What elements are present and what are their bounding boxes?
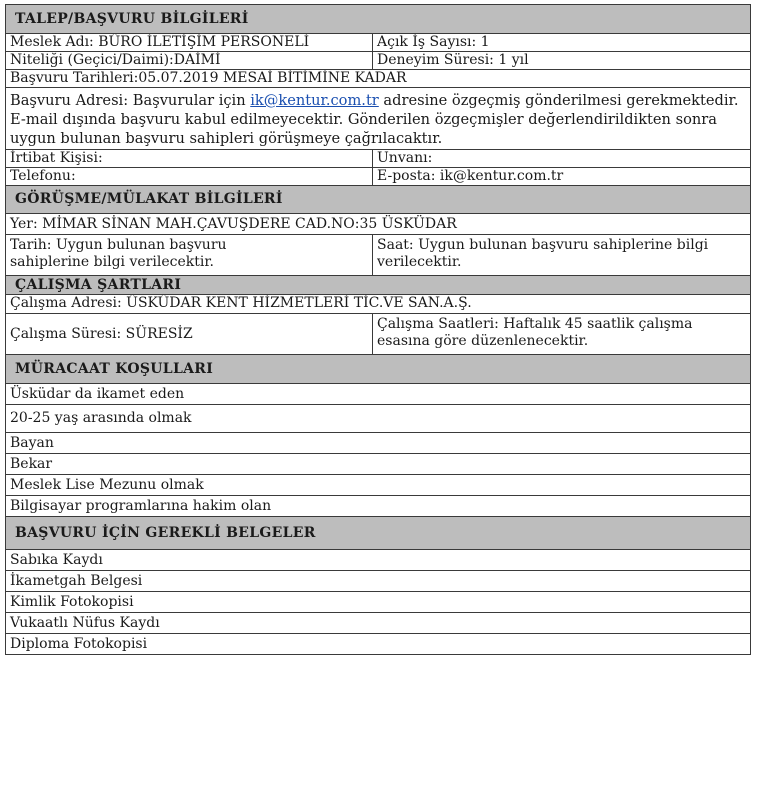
gorusme-saat: Saat: Uygun bulunan başvuru sahiplerine bilgi verilecektir. xyxy=(373,235,751,276)
gorusme-tarih: Tarih: Uygun bulunan başvuru sahiplerine bilgi verilecektir. xyxy=(6,235,373,276)
muracaat-item: Bekar xyxy=(6,454,751,475)
muracaat-item: Üsküdar da ikamet eden xyxy=(6,384,751,405)
section-header-muracaat: MÜRACAAT KOŞULLARI xyxy=(6,355,751,384)
unvani: Unvanı: xyxy=(373,150,751,168)
job-posting-table xyxy=(5,4,751,655)
job-posting-form xyxy=(5,4,751,655)
niteligi: Niteliği (Geçici/Daimi):DAİMİ xyxy=(6,52,373,70)
basvuru-adresi-text: Başvuru Adresi: Başvurular için xyxy=(10,92,251,109)
muracaat-item: Bilgisayar programlarına hakim olan xyxy=(6,496,751,517)
muracaat-item: 20-25 yaş arasında olmak xyxy=(6,405,751,433)
belge-item: Kimlik Fotokopisi xyxy=(6,592,751,613)
basvuru-adresi-text-2: adresine özgeçmiş gönderilmesi gerekmektedir. E-mail dışında başvuru kabul edilmeyecektir. Gönderilen özgeçmişler değerlendirildikten sonra uygun bulunan başvuru sahipleri görüşmeye çağrılacaktır. xyxy=(10,92,739,147)
muracaat-item: Bayan xyxy=(6,433,751,454)
belge-item: Vukaatlı Nüfus Kaydı xyxy=(6,613,751,634)
basvuru-email-link[interactable]: ik@kentur.com.tr xyxy=(250,92,379,109)
irtibat-kisisi: İrtibat Kişisi: xyxy=(6,150,373,168)
acik-is-sayisi: Açık İş Sayısı: 1 xyxy=(373,34,751,52)
eposta: E-posta: ik@kentur.com.tr xyxy=(373,168,751,186)
basvuru-tarihleri: Başvuru Tarihleri:05.07.2019 MESAİ BİTİMİNE KADAR xyxy=(6,70,751,88)
belge-item: İkametgah Belgesi xyxy=(6,571,751,592)
deneyim-suresi: Deneyim Süresi: 1 yıl xyxy=(373,52,751,70)
belge-item: Diploma Fotokopisi xyxy=(6,634,751,655)
belge-item: Sabıka Kaydı xyxy=(6,550,751,571)
telefonu: Telefonu: xyxy=(6,168,373,186)
calisma-saatleri: Çalışma Saatleri: Haftalık 45 saatlik çalışma esasına göre düzenlenecektir. xyxy=(373,314,751,355)
section-header-gorusme: GÖRÜŞME/MÜLAKAT BİLGİLERİ xyxy=(6,186,751,214)
section-header-talep: TALEP/BAŞVURU BİLGİLERİ xyxy=(6,5,751,34)
section-header-belgeler: BAŞVURU İÇİN GEREKLİ BELGELER xyxy=(6,517,751,550)
calisma-adresi: Çalışma Adresi: ÜSKÜDAR KENT HİZMETLERİ TİC.VE SAN.A.Ş. xyxy=(6,295,751,314)
muracaat-item: Meslek Lise Mezunu olmak xyxy=(6,475,751,496)
meslek-adi: Meslek Adı: BÜRO İLETİŞİM PERSONELİ xyxy=(6,34,373,52)
calisma-suresi: Çalışma Süresi: SÜRESİZ xyxy=(6,314,373,355)
basvuru-adresi xyxy=(6,88,751,150)
gorusme-yer: Yer: MİMAR SİNAN MAH.ÇAVUŞDERE CAD.NO:35 ÜSKÜDAR xyxy=(6,214,751,235)
section-header-calisma: ÇALIŞMA ŞARTLARI xyxy=(6,276,751,295)
